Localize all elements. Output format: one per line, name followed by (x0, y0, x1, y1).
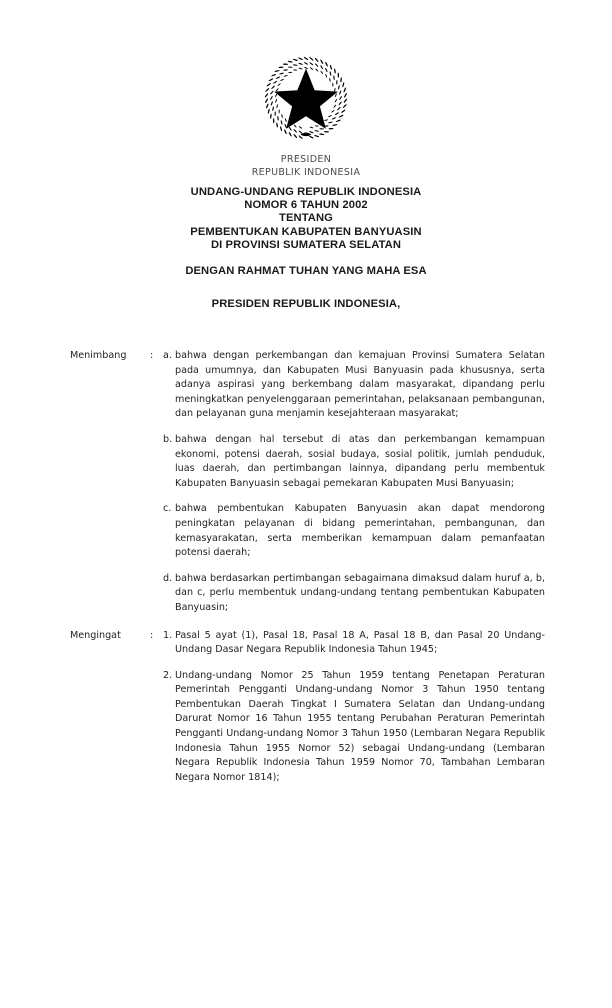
title-line-province: DI PROVINSI SUMATERA SELATAN (210, 238, 402, 251)
list-item (163, 433, 545, 491)
mengingat-item-list (0, 629, 612, 786)
indonesian-presidential-star-wreath-emblem (260, 52, 352, 144)
title-line-number-year: NOMOR 6 TAHUN 2002 (244, 199, 368, 212)
invocation-text: DENGAN RAHMAT TUHAN YANG MAHA ESA (185, 265, 427, 277)
section-label-mengingat: Mengingat (70, 629, 121, 641)
list-item-marker: a. (163, 350, 172, 361)
list-item-text: bahwa dengan perkembangan dan kemajuan Provinsi Sumatera Selatan pada umumnya, dan Kabupaten Musi Banyuasin pada khususnya, serta adanya aspirasi yang berkembang dalam masyarakat, dipandang perlu meningkatkan penyelenggaraan pemerintahan, pelaksanaan pembangunan, dan pelayanan guna menjamin kesejahteraan masyarakat; (175, 350, 545, 420)
list-item (163, 502, 545, 560)
emblem-caption-line-1: PRESIDEN (280, 154, 332, 165)
section-mengingat (0, 629, 612, 786)
title-line-subject: PEMBENTUKAN KABUPATEN BANYUASIN (190, 225, 422, 238)
list-item (163, 572, 545, 616)
list-item-marker: 1. (163, 629, 173, 641)
list-item-text: bahwa pembentukan Kabupaten Banyuasin akan dapat mendorong peningkatan pelayanan di bidang pemerintahan, pembangunan, dan kemasyarakatan, serta memberikan kemampuan dalam pemanfaatan potensi daerah; (175, 503, 545, 559)
authority-text: PRESIDEN REPUBLIK INDONESIA, (211, 298, 401, 310)
list-item (163, 629, 545, 658)
section-colon-mengingat: : (150, 629, 154, 641)
list-item-marker: 2. (163, 669, 173, 681)
emblem-caption-line-2: REPUBLIK INDONESIA (251, 166, 361, 178)
list-item-text: Undang-undang Nomor 25 Tahun 1959 tentang Penetapan Peraturan Pemerintah Pengganti Undang-undang Nomor 3 Tahun 1950 tentang Pembentukan Daerah Tingkat I Sumatera Selatan dan Undang-undang Darurat Nomor 16 Tahun 1955 tentang Perubahan Peraturan Pemerintah Pengganti Undang-undang Nomor 3 Tahun 1950 (Lembaran Negara Republik Indonesia Tahun 1955 Nomor 52) sebagai Undang-undang (Lembaran Negara Republik Indonesia Tahun 1959 Nomor 70, Tambahan Lembaran Negara Nomor 1814); (175, 669, 545, 783)
list-item-marker: d. (163, 572, 173, 584)
list-item-text: bahwa dengan hal tersebut di atas dan perkembangan kemampuan ekonomi, potensi daerah, sosial budaya, sosial politik, jumlah penduduk, luas daerah, dan pertimbangan lainnya, dipandang perlu membentuk Kabupaten Banyuasin sebagai pemekaran Kabupaten Musi Banyuasin; (175, 433, 545, 489)
document-title-block (0, 186, 612, 252)
menimbang-item-list (0, 349, 612, 616)
title-line-law-name: UNDANG-UNDANG REPUBLIK INDONESIA (190, 186, 422, 198)
emblem-caption (0, 154, 612, 179)
title-line-tentang: TENTANG (279, 212, 333, 225)
clause-sections (0, 349, 612, 785)
section-label-menimbang: Menimbang (70, 350, 127, 361)
list-item-text: bahwa berdasarkan pertimbangan sebagaimana dimaksud dalam huruf a, b, dan c, perlu membentuk undang-undang tentang pembentukan Kabupaten Banyuasin; (175, 572, 545, 613)
list-item (163, 349, 545, 422)
list-item-marker: b. (163, 433, 173, 445)
section-menimbang (0, 349, 612, 616)
section-colon-menimbang: : (150, 350, 154, 361)
list-item-marker: c. (163, 503, 172, 515)
list-item (163, 669, 545, 786)
emblem-block (0, 52, 612, 179)
list-item-text: Pasal 5 ayat (1), Pasal 18, Pasal 18 A, Pasal 18 B, dan Pasal 20 Undang-Undang Dasar Negara Republik Indonesia Tahun 1945; (175, 629, 545, 656)
